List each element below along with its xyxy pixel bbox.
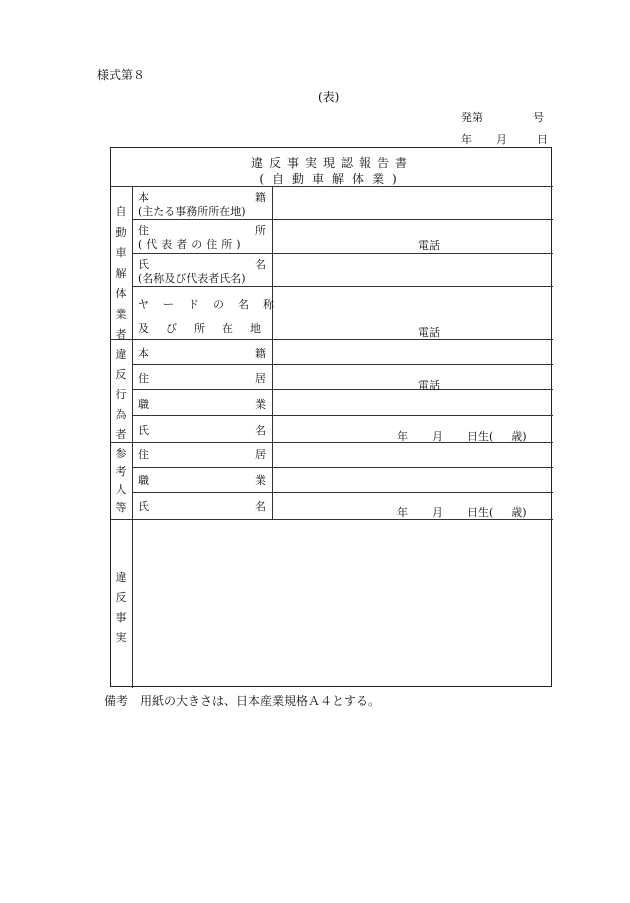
- row-label-start: 本: [138, 347, 149, 360]
- issue-number-line: [461, 109, 544, 125]
- row-label-end: 籍: [255, 347, 266, 360]
- birth-year: 年: [397, 430, 408, 443]
- row-label-end: 業: [255, 474, 266, 487]
- report-date-line: [461, 131, 548, 147]
- row-witness-residence: [138, 446, 266, 462]
- birth-date-line: [397, 504, 527, 520]
- row-label-end: 業: [255, 398, 266, 411]
- divider: [132, 467, 553, 468]
- date-month: 月: [496, 133, 507, 146]
- row-label-end: 居: [255, 372, 266, 385]
- form-subtitle: (自動車解体業): [259, 172, 405, 186]
- row-label-start: 氏: [138, 500, 149, 513]
- row-label-end: 名: [255, 258, 266, 271]
- divider: [132, 286, 553, 287]
- row-witness-job: [138, 472, 266, 488]
- remarks-note: 備考 用紙の大きさは、日本産業規格Ａ４とする。: [104, 694, 381, 708]
- row-yard-location: 及び所在地: [138, 322, 278, 335]
- divider: [132, 219, 553, 220]
- column-line: [272, 186, 273, 519]
- form-title: 違反事実現認報告書: [250, 156, 413, 170]
- divider: [132, 253, 553, 254]
- birth-date-line: [397, 428, 527, 444]
- row-label-end: 名: [255, 424, 266, 437]
- row-label-start: 氏: [138, 424, 149, 437]
- row-yard-name: ヤードの名称: [138, 298, 288, 311]
- phone-label: 電話: [418, 379, 440, 392]
- divider: [111, 339, 553, 340]
- row-witness-name: [138, 498, 266, 514]
- row-violator-name: [138, 422, 266, 438]
- row-violator-job: [138, 396, 266, 412]
- birth-month: 月: [432, 430, 443, 443]
- age: 歳): [511, 430, 527, 443]
- group-label-witness: [111, 445, 131, 517]
- birth-day: 日生(: [467, 430, 494, 443]
- group-label-facts: [111, 568, 131, 648]
- phone-label: 電話: [418, 239, 440, 252]
- divider: [132, 364, 553, 365]
- birth-month: 月: [432, 506, 443, 519]
- row-label-start: 職: [138, 474, 149, 487]
- row-violator-domicile: [138, 345, 266, 361]
- row-address-sub: (代表者の住所): [138, 238, 245, 251]
- birth-year: 年: [397, 506, 408, 519]
- row-label-start: 住: [138, 372, 149, 385]
- divider: [132, 415, 553, 416]
- row-name-sub: (名称及び代表者氏名): [138, 272, 246, 285]
- issue-prefix: 発第: [461, 111, 483, 124]
- page-side-label: (表): [318, 90, 340, 104]
- date-day: 日: [537, 133, 548, 146]
- row-label-start: 住: [138, 448, 149, 461]
- phone-label: 電話: [418, 326, 440, 339]
- row-label-start: 氏: [138, 258, 149, 271]
- row-label-end: 居: [255, 448, 266, 461]
- row-label-start: 本: [138, 191, 149, 204]
- column-line: [132, 186, 133, 688]
- group-label-text: 違反行為者: [115, 348, 127, 441]
- group-label-violator: [111, 345, 131, 445]
- row-label-end: 籍: [255, 191, 266, 204]
- group-label-dismantler: [111, 202, 131, 346]
- row-label-end: 所: [255, 224, 266, 237]
- row-label-end: 名: [255, 500, 266, 513]
- row-domicile-sub: (主たる事務所所在地): [138, 205, 246, 218]
- row-label-start: 職: [138, 398, 149, 411]
- age: 歳): [511, 506, 527, 519]
- birth-day: 日生(: [467, 506, 494, 519]
- issue-suffix: 号: [533, 111, 544, 124]
- group-label-text: 違反事実: [115, 571, 127, 644]
- divider: [132, 389, 553, 390]
- row-label-start: 住: [138, 224, 149, 237]
- date-year: 年: [461, 133, 472, 146]
- row-violator-residence: [138, 370, 266, 386]
- group-label-text: 自動車解体業者: [115, 205, 127, 341]
- divider: [111, 186, 553, 187]
- form-number: 様式第８: [97, 68, 146, 82]
- group-label-text: 参考人等: [115, 447, 127, 514]
- divider: [132, 492, 553, 493]
- report-form-table: [110, 147, 552, 687]
